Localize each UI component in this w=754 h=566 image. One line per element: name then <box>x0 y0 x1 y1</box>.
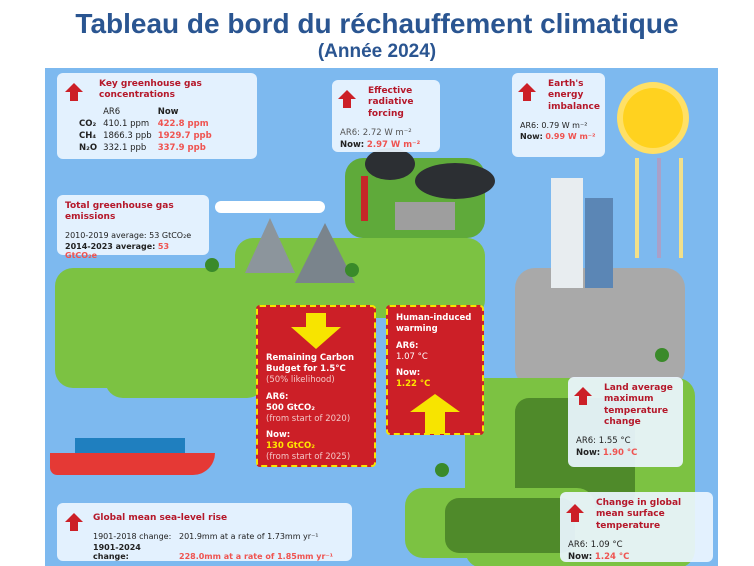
value-text: 1.07 °C <box>396 352 428 363</box>
up-arrow-icon <box>518 83 536 101</box>
value-text: AR6: <box>340 127 360 138</box>
value-text: Now: <box>340 139 365 150</box>
total-emissions-card <box>57 195 209 260</box>
value-text: 1.22 °C <box>396 379 431 390</box>
value-text: 410.1 ppm <box>103 118 150 129</box>
value-text: 1.09 °C <box>590 539 623 550</box>
value-text: AR6: <box>266 392 289 403</box>
value-text: Now: <box>576 448 601 458</box>
tree-icon <box>205 258 219 272</box>
tree-icon <box>655 348 669 362</box>
land-farm <box>105 308 265 398</box>
page-title: Tableau de bord du réchauffement climatique <box>75 8 679 39</box>
tree-icon <box>435 463 449 477</box>
card-title: Earth's energy imbalance <box>548 79 600 112</box>
ship-containers <box>75 438 185 453</box>
value-text: 201.9mm at a rate of 1.73mm yr⁻¹ <box>179 532 319 542</box>
ship-icon <box>50 453 215 475</box>
value-text: 2010-2019 average: <box>65 230 147 240</box>
human-warming-card <box>386 305 484 435</box>
value-text: 1.55 °C <box>598 436 631 446</box>
table-row <box>79 130 218 142</box>
infographic-scene <box>45 68 718 566</box>
col-header-now: Now <box>157 106 179 117</box>
value-text: (from start of 2025) <box>266 452 351 463</box>
up-arrow-icon <box>65 83 83 101</box>
value-text: 332.1 ppb <box>103 142 147 153</box>
value-text: 500 GtCO₂ <box>266 403 315 414</box>
up-arrow-icon <box>65 513 83 531</box>
value-text: AR6: <box>396 341 419 352</box>
value-text: AR6: <box>576 436 596 446</box>
down-arrow-icon <box>291 313 341 349</box>
value-text: 1929.7 ppb <box>157 130 212 141</box>
value-text: 2.72 W m⁻² <box>362 127 412 138</box>
card-title: Land average maximum temperature change <box>604 383 673 427</box>
value-text: 0.79 W m⁻² <box>541 120 588 130</box>
card-title: Total greenhouse gas emissions <box>65 201 174 223</box>
card-title: Key greenhouse gas concentrations <box>99 79 202 101</box>
value-text: 1.24 °C <box>594 551 630 562</box>
sun-icon <box>623 88 683 148</box>
cooling-towers <box>395 202 455 230</box>
radiative-forcing-card <box>332 80 440 152</box>
value-text: 228.0mm at a rate of 1.85mm yr⁻¹ <box>179 552 334 562</box>
card-title: Global mean sea-level rise <box>93 513 228 523</box>
card-title: Remaining Carbon Budget for 1.5°C <box>266 353 355 375</box>
up-arrow-icon <box>410 394 460 434</box>
table-row <box>79 142 218 154</box>
value-text: 337.9 ppb <box>157 142 206 153</box>
up-arrow-icon <box>338 90 356 108</box>
value-text: CH₄ <box>79 130 97 141</box>
mountain <box>245 218 295 273</box>
up-arrow-icon <box>566 504 584 522</box>
value-text: (50% likelihood) <box>266 375 335 386</box>
value-text: CO₂ <box>79 118 97 129</box>
value-text: 1901-2024 change: <box>93 543 141 562</box>
carbon-budget-card <box>256 305 376 467</box>
col-header-ar6: AR6 <box>103 106 121 117</box>
card-title: Human-induced warming <box>396 313 472 335</box>
value-text: 53 GtCO₂e <box>65 241 170 260</box>
value-text: 1866.3 ppb <box>103 130 152 141</box>
table-row <box>79 118 218 130</box>
up-arrow-icon <box>574 387 592 405</box>
skyscraper <box>551 178 583 288</box>
surface-temperature-card <box>560 492 713 562</box>
chimney <box>361 176 368 221</box>
energy-imbalance-card <box>512 73 605 157</box>
sea-level-card <box>57 503 352 561</box>
incoming-radiation-arrow <box>635 158 639 258</box>
value-text: 1901-2018 change: <box>93 532 172 542</box>
value-text: N₂O <box>79 142 98 153</box>
card-title: Effective radiative forcing <box>368 86 414 119</box>
skyscraper <box>585 198 613 288</box>
value-text: 130 GtCO₂ <box>266 441 315 452</box>
value-text: Now: <box>396 368 421 379</box>
land-temperature-card <box>568 377 683 467</box>
value-text: 53 GtCO₂e <box>149 230 192 240</box>
airplane-icon <box>215 201 325 213</box>
incoming-radiation-arrow <box>679 158 683 258</box>
value-text: AR6: <box>568 539 588 550</box>
tree-icon <box>345 263 359 277</box>
smoke-cloud <box>365 148 415 180</box>
smoke-cloud <box>415 163 495 199</box>
page-subtitle: (Année 2024) <box>317 41 437 62</box>
value-text: (from start of 2020) <box>266 414 351 425</box>
value-text: Now: <box>568 551 593 562</box>
industrial-area <box>445 498 575 553</box>
value-text: 422.8 ppm <box>157 118 209 129</box>
value-text: Now: <box>520 131 543 141</box>
value-text: 1.90 °C <box>602 448 638 458</box>
card-title: Change in global mean surface temperature <box>596 498 682 531</box>
value-text: 2.97 W m⁻² <box>366 139 421 150</box>
value-text: Now: <box>266 430 291 441</box>
value-text: 2014-2023 average: <box>65 241 156 251</box>
value-text: AR6: <box>520 120 539 130</box>
outgoing-radiation-arrow <box>657 158 661 258</box>
ghg-concentrations-card <box>57 73 257 159</box>
value-text: 0.99 W m⁻² <box>545 131 596 141</box>
